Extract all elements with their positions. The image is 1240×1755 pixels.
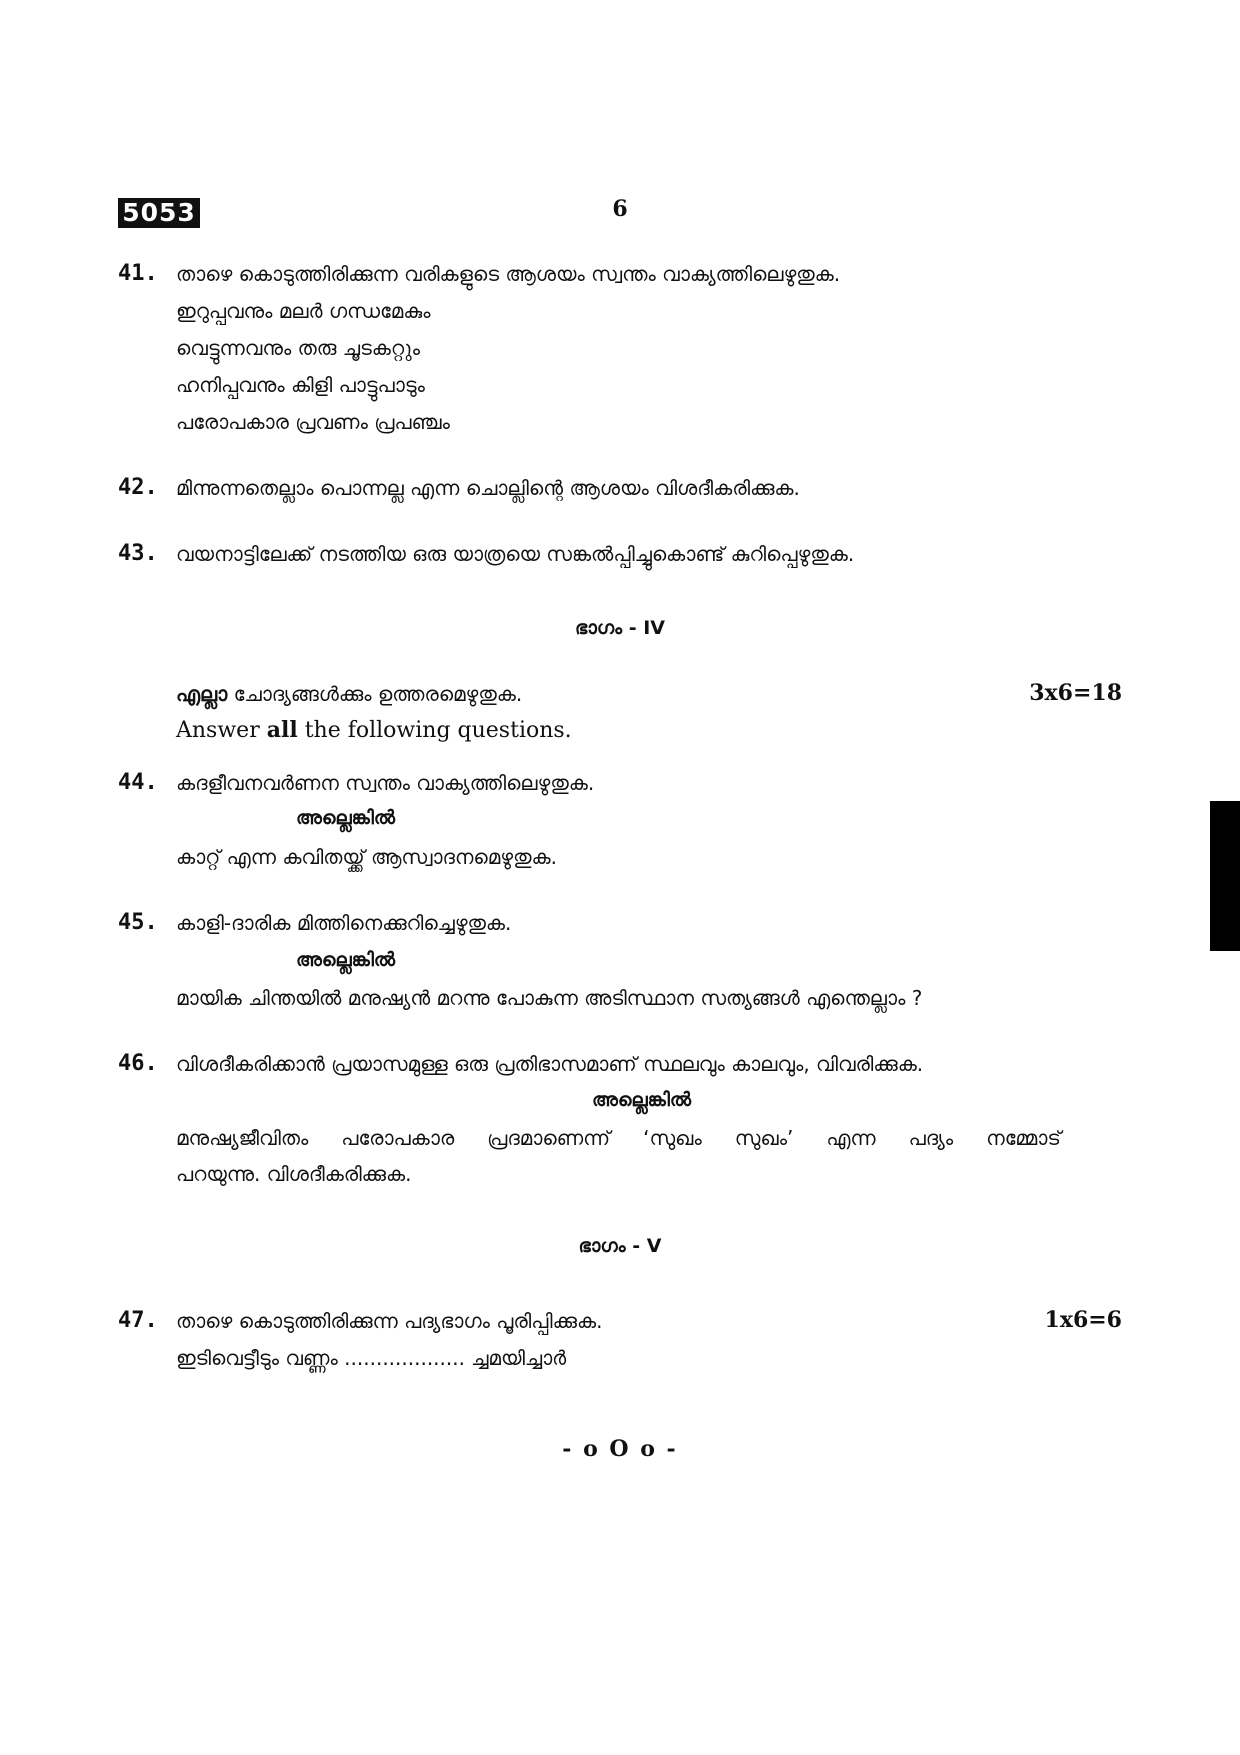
question-number-47: 47. xyxy=(118,1308,158,1333)
section-4-instruction-ml xyxy=(176,682,522,706)
question-number-42: 42. xyxy=(118,475,158,500)
question-42-text: മിന്നുന്നതെല്ലാം പൊന്നല്ല എന്ന ചൊല്ലിന്റെ ആശയം വിശദീകരിക്കുക. xyxy=(176,476,800,500)
section-4-instruction-en xyxy=(176,717,572,743)
poem-line-2: വെട്ടുന്നവനും തരു ചൂടകറ്റും xyxy=(176,336,421,360)
section-5-marks: 1x6=6 xyxy=(1044,1307,1122,1333)
end-of-paper-mark: - o O o - xyxy=(562,1436,678,1462)
section-heading-5: ഭാഗം - V xyxy=(578,1235,662,1257)
question-46-alt-line-1: മനുഷ്യജീവിതം പരോപകാര പ്രദമാണെന്ന് ‘സുഖം സുഖം’ എന്ന പദ്യം നമ്മോട് xyxy=(176,1126,1061,1150)
question-number-44: 44. xyxy=(118,770,158,795)
section-heading-4: ഭാഗം - IV xyxy=(575,617,665,639)
or-label-44: അല്ലെങ്കിൽ xyxy=(296,807,396,829)
question-number-43: 43. xyxy=(118,541,158,566)
question-number-45: 45. xyxy=(118,910,158,935)
section-4-marks: 3x6=18 xyxy=(1029,680,1122,706)
poem-line-4: പരോപകാര പ്രവണം പ്രപഞ്ചം xyxy=(176,410,450,434)
question-number-46: 46. xyxy=(118,1051,158,1076)
question-47-text: താഴെ കൊടുത്തിരിക്കുന്ന പദ്യഭാഗം പൂരിപ്പിക്കുക. xyxy=(176,1309,603,1333)
instruction-emphasis: എല്ലാ xyxy=(176,682,228,706)
question-43-text: വയനാട്ടിലേക്ക് നടത്തിയ ഒരു യാത്രയെ സങ്കൽപ്പിച്ചുകൊണ്ട് കുറിപ്പെഴുതുക. xyxy=(176,542,855,566)
page-edge-marker xyxy=(1210,801,1240,951)
question-41-text: താഴെ കൊടുത്തിരിക്കുന്ന വരികളുടെ ആശയം സ്വന്തം വാക്യത്തിലെഴുതുക. xyxy=(176,262,841,286)
paper-code: 5053 xyxy=(118,198,200,228)
question-45-alt-text: മായിക ചിന്തയിൽ മനുഷ്യൻ മറന്നു പോകുന്ന അടിസ്ഥാന സത്യങ്ങൾ എന്തെല്ലാം ? xyxy=(176,986,923,1010)
question-number-41: 41. xyxy=(118,261,158,286)
instruction-en-post: the following questions. xyxy=(297,718,572,743)
instruction-en-pre: Answer xyxy=(176,718,267,743)
question-46-alt-line-2: പറയുന്നു. വിശദീകരിക്കുക. xyxy=(176,1162,412,1186)
instruction-rest: ചോദ്യങ്ങൾക്കും ഉത്തരമെഴുതുക. xyxy=(227,682,523,706)
or-label-45: അല്ലെങ്കിൽ xyxy=(296,949,396,971)
page-number: 6 xyxy=(612,196,628,222)
question-45-text: കാളി-ദാരിക മിത്തിനെക്കുറിച്ചെഴുതുക. xyxy=(176,911,512,935)
poem-line-1: ഇറുപ്പവനും മലർ ഗന്ധമേകും xyxy=(176,299,431,323)
question-44-text: കദളീവനവർണന സ്വന്തം വാക്യത്തിലെഴുതുക. xyxy=(176,771,595,795)
instruction-en-bold: all xyxy=(266,717,298,743)
poem-line-3: ഹനിപ്പവനും കിളി പാട്ടുപാടും xyxy=(176,373,425,397)
question-44-alt-text: കാറ്റ് എന്ന കവിതയ്ക്ക് ആസ്വാദനമെഴുതുക. xyxy=(176,845,557,869)
or-label-46: അല്ലെങ്കിൽ xyxy=(592,1089,692,1111)
question-47-line: ഇടിവെട്ടീടും വണ്ണം ................... ച്ചമയിച്ചാർ xyxy=(176,1346,567,1370)
question-46-text: വിശദീകരിക്കാൻ പ്രയാസമുള്ള ഒരു പ്രതിഭാസമാണ് സ്ഥലവും കാലവും, വിവരിക്കുക. xyxy=(176,1052,924,1076)
